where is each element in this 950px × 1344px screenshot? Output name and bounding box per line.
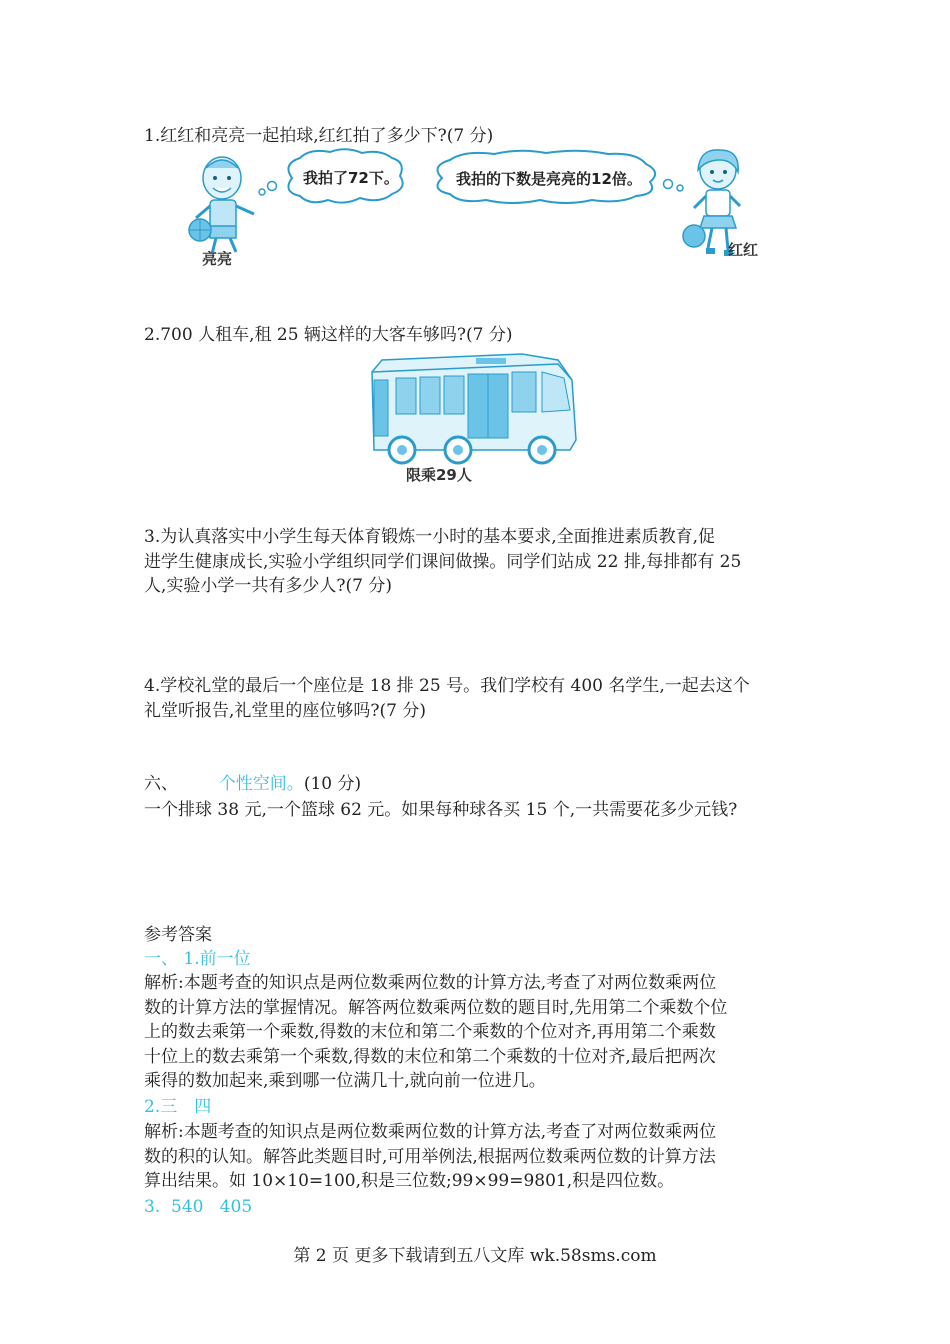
answer-1-label: 一、 1.前一位 — [144, 949, 251, 969]
bus-illustration — [366, 350, 586, 490]
question-4-text: 4.学校礼堂的最后一个座位是 18 排 25 号。我们学校有 400 名学生,一起去这个 礼堂听报告,礼堂里的座位够吗?(7 分) — [144, 676, 750, 721]
section-6-points: (10 分) — [303, 774, 362, 794]
bubble-left-text: 我拍了72下。 — [303, 169, 399, 187]
question-3-text: 3.为认真落实中小学生每天体育锻炼一小时的基本要求,全面推进素质教育,促 进学生健康成长,实验小学组织同学们课间做操。同学们站成 22 排,每排都有 25 人,实验小学一共有多少人?(7 分) — [144, 527, 742, 596]
answer-1-explanation: 解析:本题考查的知识点是两位数乘两位数的计算方法,考查了对两位数乘两位 数的计算方法的掌握情况。解答两位数乘两位数的题目时,先用第二个乘数个位 上的数去乘第一个乘数,得数的末位和第二个乘数的个位对齐,再用第二个乘数 十位上的数去乘第一个乘数,得数的末位和第二个乘数的十位对齐,最后把两次 乘得的数加起来,乘到哪一位满几十,就向前一位进几。 — [144, 973, 728, 1091]
name-left: 亮亮 — [202, 250, 233, 268]
bubble-right-text: 我拍的下数是亮亮的12倍。 — [456, 170, 642, 188]
question-2-text: 2.700 人租车,租 25 辆这样的大客车够吗?(7 分) — [144, 325, 513, 345]
question-1-text: 1.红红和亮亮一起拍球,红红拍了多少下?(7 分) — [144, 126, 494, 146]
bus-icon — [372, 354, 576, 463]
section-6-heading — [144, 772, 361, 796]
bus-caption: 限乘29人 — [406, 466, 472, 484]
section-6-number: 六、 — [144, 774, 178, 794]
section-6-title: 个性空间。 — [218, 774, 304, 794]
name-right: 红红 — [728, 241, 759, 259]
answer-3-label: 3. 540 405 — [144, 1197, 253, 1217]
section-6-question: 一个排球 38 元,一个篮球 62 元。如果每种球各买 15 个,一共需要花多少元钱? — [144, 800, 738, 820]
answers-heading: 参考答案 — [144, 925, 212, 945]
page-footer: 第 2 页 更多下载请到五八文库 wk.58sms.com — [293, 1246, 657, 1266]
boy-figure-icon — [189, 157, 254, 254]
answer-2-label: 2.三 四 — [144, 1097, 212, 1117]
question-1-illustration — [180, 148, 780, 273]
speech-bubble-right — [438, 151, 656, 203]
answer-2-explanation: 解析:本题考查的知识点是两位数乘两位数的计算方法,考查了对两位数乘两位 数的积的认知。解答此类题目时,可用举例法,根据两位数乘两位数的计算方法 算出结果。如 10×10=100,积是三位数;99×99=9801,积是四位数。 — [144, 1122, 717, 1191]
speech-bubble-left — [288, 149, 402, 202]
